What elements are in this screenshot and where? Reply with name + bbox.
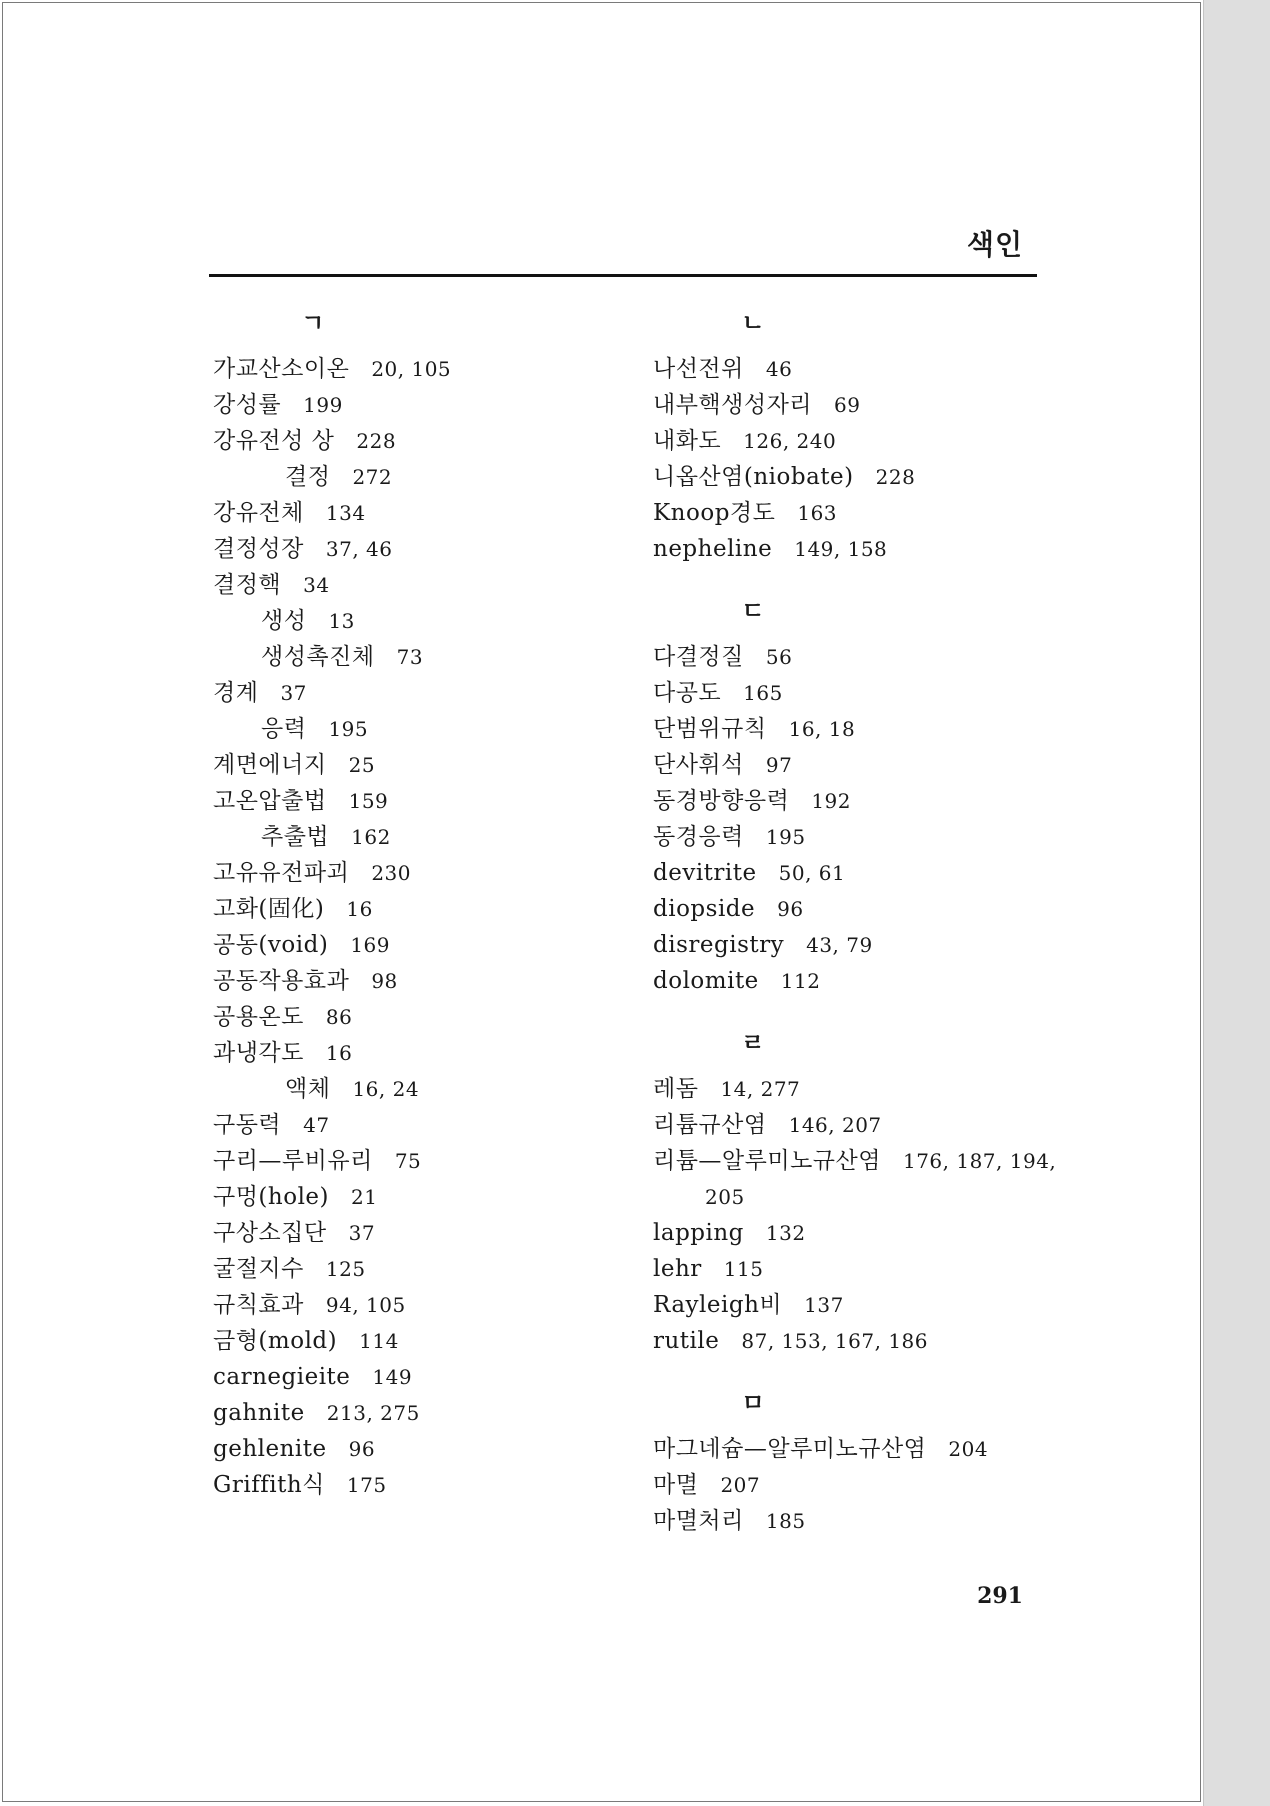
index-entry	[653, 783, 1073, 819]
entry-term: 결정성장	[213, 536, 304, 562]
entry-term: Rayleigh비	[653, 1292, 783, 1318]
index-entry	[653, 1323, 1073, 1359]
entry-term: 구상소집단	[213, 1220, 327, 1246]
entry-term: 과냉각도	[213, 1040, 304, 1066]
entry-pages: 73	[396, 645, 424, 669]
index-entry	[213, 1251, 633, 1287]
entry-term: carnegieite	[213, 1364, 351, 1390]
entry-pages: 14, 277	[720, 1077, 801, 1101]
entry-term: 금형(mold)	[213, 1328, 338, 1354]
section-gap	[653, 567, 1073, 589]
entry-pages: 137	[804, 1293, 844, 1317]
index-entry	[653, 927, 1073, 963]
entry-term: 나선전위	[653, 356, 744, 382]
entry-pages: 75	[394, 1149, 422, 1173]
entry-term: 공용온도	[213, 1004, 304, 1030]
index-entry	[653, 675, 1073, 711]
entry-pages: 195	[765, 825, 806, 849]
index-entry	[653, 1287, 1073, 1323]
index-entry	[653, 819, 1073, 855]
entry-term: 단범위규칙	[653, 716, 767, 742]
entry-term: 강유전성 상	[213, 428, 335, 454]
index-entry-continuation	[653, 1179, 1073, 1215]
entry-term: 공동(void)	[213, 932, 329, 958]
index-entry	[213, 423, 633, 459]
entry-pages: 97	[765, 753, 793, 777]
entry-pages: 25	[348, 753, 376, 777]
entry-term: 구동력	[213, 1112, 282, 1138]
entry-pages: 21	[351, 1185, 378, 1209]
entry-pages: 175	[346, 1473, 387, 1497]
entry-term: nepheline	[653, 536, 773, 562]
entry-term: 굴절지수	[213, 1256, 304, 1282]
index-entry	[653, 423, 1073, 459]
section-heading: ㄹ	[741, 1029, 765, 1057]
entry-pages: 192	[811, 789, 851, 813]
entry-term: 강유전체	[213, 500, 304, 526]
entry-term: 고유유전파괴	[213, 860, 350, 886]
entry-pages: 50, 61	[778, 861, 846, 885]
entry-term: 생성	[261, 608, 307, 634]
section-heading: ㄷ	[741, 597, 765, 625]
entry-term: 리튬—알루미노규산염	[653, 1148, 881, 1174]
index-entry	[653, 891, 1073, 927]
entry-term: 추출법	[261, 824, 330, 850]
index-entry	[653, 351, 1073, 387]
index-subentry	[213, 459, 633, 495]
entry-pages: 37, 46	[325, 537, 393, 561]
entry-term: 마그네슘—알루미노규산염	[653, 1436, 927, 1462]
index-entry	[653, 1071, 1073, 1107]
entry-term: devitrite	[653, 860, 757, 886]
entry-pages: 169	[350, 933, 390, 957]
entry-pages: 159	[348, 789, 389, 813]
entry-pages: 115	[723, 1257, 764, 1281]
entry-term: 고온압출법	[213, 788, 327, 814]
entry-term: 단사휘석	[653, 752, 744, 778]
page-title: 색인	[966, 228, 1023, 261]
entry-pages: 185	[765, 1509, 806, 1533]
entry-pages: 87, 153, 167, 186	[741, 1329, 928, 1353]
entry-term: disregistry	[653, 932, 785, 958]
index-entry	[213, 747, 633, 783]
index-entry	[213, 675, 633, 711]
entry-term: 공동작용효과	[213, 968, 350, 994]
entry-pages: 16	[346, 897, 373, 921]
entry-term: 규칙효과	[213, 1292, 304, 1318]
entry-term: 결정	[285, 464, 331, 490]
entry-term: 마멸	[653, 1472, 699, 1498]
index-entry	[213, 1431, 633, 1467]
index-entry	[213, 1359, 633, 1395]
index-entry	[213, 531, 633, 567]
index-entry	[653, 639, 1073, 675]
index-entry	[653, 855, 1073, 891]
entry-pages: 86	[325, 1005, 353, 1029]
index-entry	[213, 351, 633, 387]
index-entry	[653, 747, 1073, 783]
entry-pages: 56	[765, 645, 793, 669]
index-column-left	[213, 301, 633, 1503]
index-entry	[213, 495, 633, 531]
index-entry	[213, 1107, 633, 1143]
index-entry	[213, 387, 633, 423]
vertical-scrollbar[interactable]	[1203, 0, 1270, 1806]
index-entry	[213, 891, 633, 927]
entry-pages: 176, 187, 194,	[902, 1149, 1057, 1173]
index-subentry	[213, 1071, 633, 1107]
entry-pages: 43, 79	[806, 933, 873, 957]
entry-term: 니옵산염(niobate)	[653, 464, 854, 490]
entry-term: 결정핵	[213, 572, 282, 598]
index-entry	[213, 1179, 633, 1215]
entry-pages: 94, 105	[325, 1293, 406, 1317]
entry-term: 구멍(hole)	[213, 1184, 330, 1210]
entry-pages: 34	[303, 573, 330, 597]
entry-term: 구리—루비유리	[213, 1148, 373, 1174]
entry-term: 가교산소이온	[213, 356, 350, 382]
index-entry	[213, 963, 633, 999]
entry-term: 동경방향응력	[653, 788, 790, 814]
index-entry	[653, 495, 1073, 531]
index-entry	[213, 1035, 633, 1071]
entry-pages: 272	[352, 465, 393, 489]
entry-term: 내화도	[653, 428, 722, 454]
entry-pages: 37	[348, 1221, 376, 1245]
entry-pages: 163	[797, 501, 838, 525]
entry-term: 고화(固化)	[213, 896, 325, 922]
entry-term: 내부핵생성자리	[653, 392, 813, 418]
index-entry	[213, 1143, 633, 1179]
entry-pages: 204	[948, 1437, 989, 1461]
header-rule	[209, 274, 1037, 277]
entry-pages: 207	[720, 1473, 761, 1497]
entry-pages: 165	[743, 681, 783, 705]
index-entry	[653, 711, 1073, 747]
entry-term: 마멸처리	[653, 1508, 744, 1534]
index-entry	[213, 855, 633, 891]
entry-term: 계면에너지	[213, 752, 327, 778]
entry-term: 경계	[213, 680, 259, 706]
entry-pages: 149, 158	[794, 537, 888, 561]
entry-pages: 96	[348, 1437, 376, 1461]
section-gap	[653, 1359, 1073, 1381]
entry-term: gahnite	[213, 1400, 305, 1426]
entry-pages: 46	[765, 357, 793, 381]
index-entry	[653, 1215, 1073, 1251]
entry-pages: 112	[780, 969, 821, 993]
section-gap	[653, 999, 1073, 1021]
index-entry	[653, 1503, 1073, 1539]
entry-term: lehr	[653, 1256, 702, 1282]
entry-term: 액체	[285, 1076, 331, 1102]
entry-pages: 69	[834, 393, 861, 417]
index-entry	[213, 567, 633, 603]
entry-pages: 213, 275	[326, 1401, 420, 1425]
index-subentry	[213, 819, 633, 855]
entry-pages: 125	[325, 1257, 366, 1281]
index-entry	[653, 1431, 1073, 1467]
entry-term: diopside	[653, 896, 756, 922]
entry-term: 생성촉진체	[261, 644, 375, 670]
entry-term: 강성률	[213, 392, 282, 418]
index-subentry	[213, 711, 633, 747]
index-subentry	[213, 639, 633, 675]
entry-pages: 126, 240	[743, 429, 837, 453]
index-entry	[213, 927, 633, 963]
entry-pages: 37	[280, 681, 307, 705]
entry-term: 다결정질	[653, 644, 744, 670]
entry-pages: 228	[356, 429, 397, 453]
entry-pages: 230	[371, 861, 411, 885]
index-entry	[653, 531, 1073, 567]
entry-term: rutile	[653, 1328, 720, 1354]
index-entry	[653, 1467, 1073, 1503]
index-entry	[653, 1251, 1073, 1287]
entry-term: 리튬규산염	[653, 1112, 767, 1138]
entry-term: 응력	[261, 716, 307, 742]
section-heading: ㅁ	[741, 1389, 765, 1417]
entry-term: 다공도	[653, 680, 722, 706]
entry-pages: 47	[303, 1113, 330, 1137]
document-page	[2, 2, 1201, 1802]
index-entry	[653, 1107, 1073, 1143]
index-column-right	[653, 301, 1073, 1539]
entry-term: 동경응력	[653, 824, 744, 850]
entry-pages: 134	[325, 501, 366, 525]
entry-pages: 199	[303, 393, 343, 417]
entry-pages: 114	[359, 1329, 399, 1353]
entry-pages: 96	[777, 897, 804, 921]
entry-pages: 132	[765, 1221, 806, 1245]
entry-pages: 16, 24	[352, 1077, 420, 1101]
entry-pages: 16, 18	[788, 717, 856, 741]
entry-pages: 16	[325, 1041, 353, 1065]
entry-pages: 205	[705, 1185, 745, 1209]
entry-pages: 98	[371, 969, 398, 993]
section-heading: ㄱ	[301, 309, 325, 337]
entry-pages: 195	[328, 717, 369, 741]
index-entry	[213, 1287, 633, 1323]
entry-term: gehlenite	[213, 1436, 327, 1462]
entry-term: 레돔	[653, 1076, 699, 1102]
index-entry	[653, 387, 1073, 423]
section-heading: ㄴ	[741, 309, 765, 337]
entry-term: lapping	[653, 1220, 744, 1246]
index-entry	[653, 459, 1073, 495]
entry-pages: 146, 207	[788, 1113, 882, 1137]
entry-term: Griffith식	[213, 1472, 325, 1498]
index-entry	[653, 963, 1073, 999]
entry-term: dolomite	[653, 968, 759, 994]
entry-pages: 228	[875, 465, 916, 489]
index-entry	[213, 1467, 633, 1503]
entry-pages: 149	[372, 1365, 413, 1389]
index-entry	[213, 1323, 633, 1359]
index-entry	[213, 999, 633, 1035]
index-entry	[213, 783, 633, 819]
page-number: 291	[977, 1583, 1023, 1609]
index-entry	[213, 1395, 633, 1431]
entry-pages: 13	[328, 609, 355, 633]
entry-term: Knoop경도	[653, 500, 776, 526]
index-entry	[653, 1143, 1073, 1179]
index-subentry	[213, 603, 633, 639]
entry-pages: 162	[351, 825, 391, 849]
entry-pages: 20, 105	[371, 357, 452, 381]
index-entry	[213, 1215, 633, 1251]
